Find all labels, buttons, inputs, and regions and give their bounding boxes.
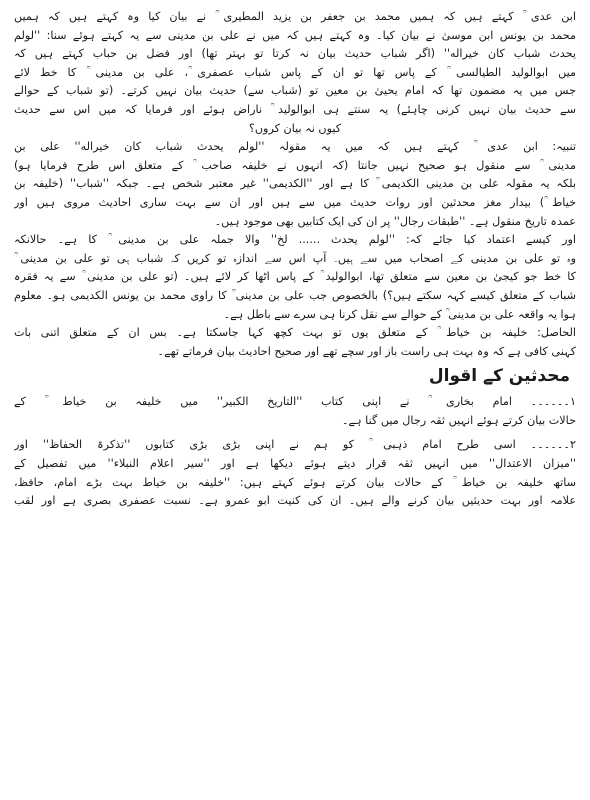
text-line: عمدہ تاریخ منقول ہے۔ ''طبقات رجال'' پر ان کی ایک کتابیں بھی موجود ہیں۔ <box>214 214 576 228</box>
text-line: کا خط جو کیجیٰ بن معین سے متعلق تھا، ابوالولید ؒ کے پاس اٹھا کر لائے ہیں۔ (تو علی بن مدینی ؒ سے یہ فقرہ <box>14 270 576 284</box>
text-line: اور کیسے اعتماد کیا جائے کہ: ''لولم یحدث ...... لخ'' والا جملہ علی بن مدینی ؒ کا ہے۔ حالانکہ <box>14 233 576 247</box>
text-line: مدینی ؒ سے منقول ہو صحیح نہیں جانتا (کہ انہوں نے خلیفہ صاحب ؒ کے متعلق اس طرح فرمایا ہو) <box>14 158 576 172</box>
text-line: سے حدیث بیان نہیں کرنی چاہئے) یہ سنتے ہی ابوالولید ؒ ناراض ہوئے اور فرمایا کہ میں اس سے حدیث <box>14 102 576 116</box>
text-line: بلکہ یہ مقولہ علی بن مدینی الکدیمی ؒ کا ہے اور ''الکدیمی'' غیر معتبر شخص ہے۔ جبکہ ''شباب'' (خلیفہ بن <box>14 177 576 191</box>
text-line: ابن عدی ؒ کہتے ہیں کہ ہمیں محمد بن جعفر بن یزید المطیری ؒ نے بیان کیا وہ کہتے ہیں کہ ہمیں <box>14 10 576 23</box>
text-line: جس میں یہ مضمون تھا کہ امام یحییٰ بن معین تو (شباب سے) حدیث بیان نہیں کرتے۔ (تو شباب کے حوالے <box>14 84 576 98</box>
text-line: وہ تو علی بن مدینی کے اصحاب میں سے ہیں۔ آپ اس سے اندازہ تو کریں کہ شباب ہی تو علی بن مدینی ؒ <box>14 251 576 265</box>
text-line: ساتھ خلیفہ بن خیاط ؒ کے حالات بیان کرتے ہوئے کہتے ہیں: ''خلیفہ بن خیاط بہت بڑے امام، حافظ، <box>14 475 576 489</box>
text-line: ۱۔۔۔۔۔۔ امام بخاری ؒ نے اپنی کتاب ''التاریخ الکبیر'' میں خلیفہ بن خیاط ؒ کے <box>14 395 576 409</box>
text-line: کیوں نہ بیان کروں؟ <box>248 121 342 135</box>
text-line: علامہ اور بہت حدیثیں بیان کرنے والے ہیں۔ ان کی کنیت ابو عمرو ہے۔ نسبت عصفری بصری ہے اور لقب <box>14 494 576 508</box>
text-line: تنبیہ: ابن عدی ؒ کہتے ہیں کہ میں یہ مقولہ ''لولم یحدث شباب کان خیراله'' علی بن <box>14 140 576 154</box>
list-item-dhahabi <box>14 436 576 510</box>
text-line: خیاط ؒ) بیدار مغز محدثین اور روات حدیث میں سے ہیں اور ان سے بہت ساری احادیث مروی ہیں اور <box>14 195 576 209</box>
paragraph-tanbih <box>14 138 576 231</box>
text-line: میں ابوالولید الطیالسی ؒ کے پاس تھا تو ان کے پاس شباب عصفری ؒ، علی بن مدینی ؒ کا خط لائے <box>14 65 576 79</box>
paragraph-hasil <box>14 324 576 361</box>
text-line: محمد بن یونس ابن موسیٰ نے بیان کیا۔ وہ کہتے ہیں کہ میں نے علی بن مدینی سے یہ کہتے ہوئے سنا: ''لولم <box>14 28 576 42</box>
text-line: ''میزان الاعتدال'' میں انہیں ثقہ قرار دیتے ہوئے دیکھا ہے اور ''سیر اعلام النبلاء'' میں تفصیل کے <box>14 457 576 471</box>
text-line: الحاصل: خلیفہ بن خیاط ؒ کے متعلق یوں تو بہت کچھ کہا جاسکتا ہے۔ بس ان کے متعلق اتنی بات <box>14 326 576 340</box>
text-line: کہنی کافی ہے کہ وہ بہت ہی راست باز اور سچے تھے اور صحیح احادیث بیان فرماتے تھے۔ <box>157 344 576 358</box>
text-line: شباب کے متعلق کیسے کہہ سکتے ہیں؟) بالخصوص جب علی بن مدینی ؒ کا راوی محمد بن یونس الکدیمی ہو۔ معلوم <box>14 288 576 302</box>
text-line: ۲۔۔۔۔۔۔ اسی طرح امام ذہبی ؒ کو ہم نے اپنی بڑی بڑی کتابوں ''تذکرۃ الحفاظ'' اور <box>14 438 576 452</box>
text-line: یحدث شباب کان خیراله'' (اگر شباب حدیث بیان نہ کرتا تو بہتر تھا) اور فضل بن حباب کہتے ہیں کہ <box>14 47 576 61</box>
paragraph-ibn-adi <box>14 8 576 138</box>
section-heading: محدثین کے اقوال <box>428 366 570 387</box>
paragraph-aitimad <box>14 231 576 324</box>
text-line: حالات بیان کرتے ہوئے انہیں ثقہ رجال میں گنا ہے۔ <box>341 413 576 427</box>
text-line: ہوا یہ واقعہ علی بن مدینی ؒ کے حوالے سے نقل کرنا ہی سرے سے باطل ہے۔ <box>223 307 576 321</box>
list-item-bukhari <box>14 393 576 430</box>
